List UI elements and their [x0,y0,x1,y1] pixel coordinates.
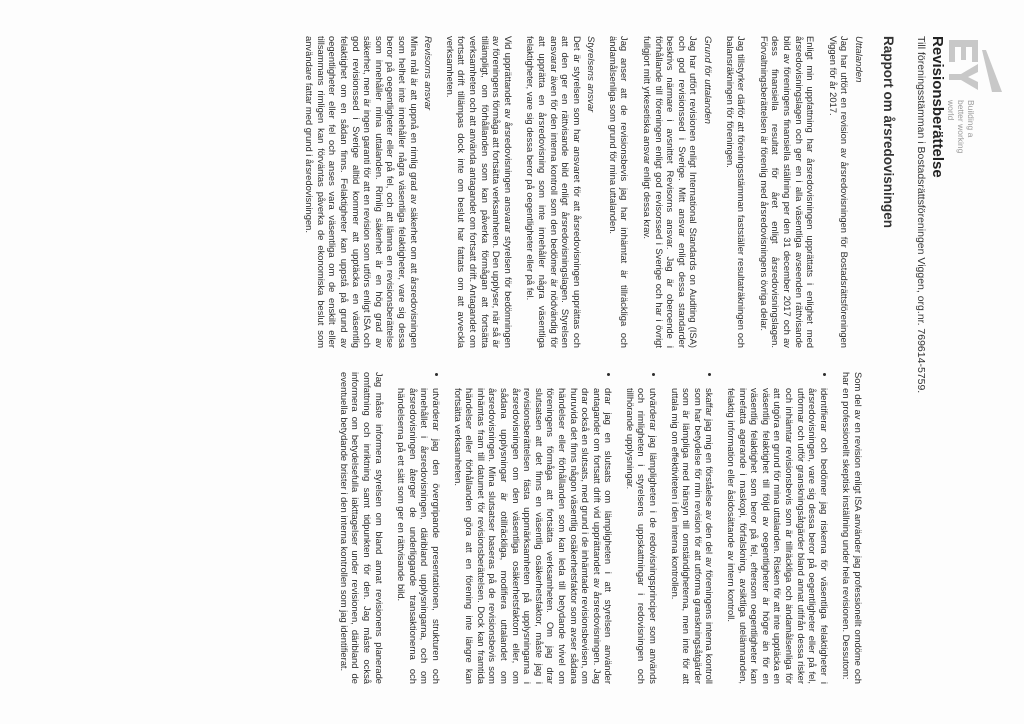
revisor-paragraph: Mina mål är att uppnå en rimlig grad av säkerhet om att årsredovisningen som helhet inte innehåller några väsentliga felaktigheter, vare sig dessa beror på oegentligheter eller på fel, och att lämna en revisionsberättelse som innehåller mina uttalanden. Rimlig säkerhet är en hög grad av säkerhet, men är ingen garanti för att en revision som utförs enligt ISA och god revisionssed i Sverige alltid kommer att upptäcka en väsentlig felaktighet om en sådan finns. Felaktigheter kan uppstå på grund av oegentligheter eller fel och anses vara väsentliga om de enskilt eller tillsammans rimligen kan förväntas påverka de ekonomiska beslut som användare fattar med grund i årsredovisningen. [304,36,420,348]
ey-logo-letter-e [949,40,978,62]
uttalanden-heading: Uttalanden [853,36,864,83]
document-recipient: Till föreningsstämman i Bostadsrättsföreningen Viggen, org.nr. 769614-5759. [915,36,927,394]
list-item: • skaffar jag mig en förståelse av den del av föreningens interna kontroll som har betydelse för min revision för att utforma granskningsåtgärder som är lämpliga med hänsyn till omständigheterna, men inte för att uttala mig om effektiviteten i den interna kontrollen. [669,386,715,684]
logo-tagline: Building a better working world [946,100,976,154]
ey-logo-beam [982,50,1002,92]
right-column [327,372,864,684]
uttalanden-paragraph: Jag tillstyrker därför att föreningsstämman fastställer resultaträkningen och balansräkningen för föreningen. [724,36,748,348]
grund-heading: Grund för uttalanden [702,36,714,125]
list-item: • drar jag en slutsats om lämpligheten i att styrelsen använder antagandet om fortsatt drift vid upprättandet av årsredovisningen. Jag drar också en slutsats, med grund i de inhämtade revisionsbevisen, om huruvida det finns någon väsentlig osäkerhetsfaktor som avser sådana händelser eller förhållanden som kan leda till betydande tvivel om föreningens förmåga att fortsätta verksamheten. Om jag drar slutsatsen att det finns en väsentlig osäkerhetsfaktor, måste jag i revisionsberättelsen fästa uppmärksamheten på upplysningarna i årsredovisningen om den väsentliga osäkerhetsfaktorn eller, om sådana upplysningar är otillräckliga, modifiera uttalandet om årsredovisningen. Mina slutsatser baseras på de revisionsbevis som inhämtas fram till datumet för revisionsberättelsen. Dock kan framtida händelser eller förhållanden göra att en förening inte längre kan fortsätta verksamheten. [452,386,614,684]
styrelse-paragraph: Det är styrelsen som har ansvaret för att årsredovisningen upprättas och att den ger en rättvisande bild enligt årsredovisningslagen. Styrelsen ansvarar även för den interna kontroll som den bedömer är nödvändig för att upprätta en årsredovisning som inte innehåller några väsentliga felaktigheter, vare sig dessa beror på oegentligheter eller på fel. [525,36,583,348]
ey-logo [946,36,1006,156]
uttalanden-paragraph: Enligt min uppfattning har årsredovisningen upprättats i enlighet med årsredovisningslagen och ger en i alla väsentliga avseenden rättvisande bild av föreningens finansiella ställning per den 31 december 2017 och av dess finansiella resultat för året enligt årsredovisningslagen. Förvaltningsberättelsen är förenlig med årsredovisningens övriga delar. [758,36,817,348]
left-column [293,36,864,348]
audit-steps-list [396,372,830,684]
section-heading: Rapport om årsredovisningen [881,36,896,229]
ey-logo-icon [946,36,1006,96]
right-intro-paragraph: Som del av en revision enligt ISA använder jag professionellt omdöme och har en professionellt skeptisk inställning under hela revisionen. Dessutom: [841,372,864,684]
ey-logo-letter-y [949,64,978,90]
grund-paragraph: Jag anser att de revisionsbevis jag har inhämtat är tillräckliga och ändamålsenliga som grund för mina uttalanden. [607,36,631,348]
uttalanden-paragraph: Jag har utfört en revision av årsredovisningen för Bostadsrättsföreningen Viggen för år 2017. [827,36,851,348]
closing-paragraph: Jag måste informera styrelsen om bland annat revisionens planerade omfattning och inriktning samt tidpunkten för den. Jag måste också informera om betydelsefulla iakttagelser under revisionen, däribland de eventuella betydande brister i den interna kontrollen som jag identifierat. [338,372,385,684]
list-item: • utvärderar jag lämpligheten i de redovisningsprinciper som används och rimligheten i styrelsens uppskattningar i redovisningen och tillhörande upplysningar. [624,386,659,684]
grund-paragraph: Jag har utfört revisionen enligt International Standards on Auditing (ISA) och god revisionssed i Sverige. Mitt ansvar enligt dessa standarder beskrivs närmare i avsnittet Revisorns ansvar. Jag är oberoende i förhållande till föreningen enligt god revisorssed i Sverige och har i övrigt fullgjort mitt yrkesetiska ansvar enligt dessa krav. [642,36,700,348]
styrelse-heading: Styrelsens ansvar [585,36,597,113]
list-item: • identifierar och bedömer jag riskerna för väsentliga felaktigheter i årsredovisningen, vare sig dessa beror på oegentligheter eller på fel, utformar och utför granskningsåtgärder bland annat utifrån dessa risker och inhämtar revisionsbevis som är tillräckliga och ändamålsenliga för att utgöra en grund för mina uttalanden. Risken för att inte upptäcka en väsentlig felaktighet till följd av oegentligheter är högre än för en väsentlig felaktighet som beror på fel, eftersom oegentligheter kan innefatta agerande i maskopi, förfalskning, avsiktliga utelämnanden, felaktig information eller åsidosättande av intern kontroll. [725,386,829,684]
revisor-heading: Revisorns ansvar [422,36,434,111]
ey-logo-brand-text: EY [1005,36,1006,38]
list-item: • utvärderar jag den övergripande presentationen, strukturen och innehållet i årsredovisningen, däribland upplysningarna, och om årsredovisningen återger de underliggande transaktionerna och händelserna på ett sätt som ger en rättvisande bild. [396,386,442,684]
document-title: Revisionsberättelse [929,36,946,178]
styrelse-paragraph: Vid upprättandet av årsredovisningen ansvarar styrelsen för bedömningen av föreningens förmåga att fortsätta verksamheten. Den upplyser, när så är tillämpligt, om förhållanden som kan påverka förmågan att fortsätta verksamheten och att använda antagandet om fortsatt drift. Antagandet om fortsatt drift tillämpas dock inte om beslut har fattats om att avveckla verksamheten. [444,36,514,348]
